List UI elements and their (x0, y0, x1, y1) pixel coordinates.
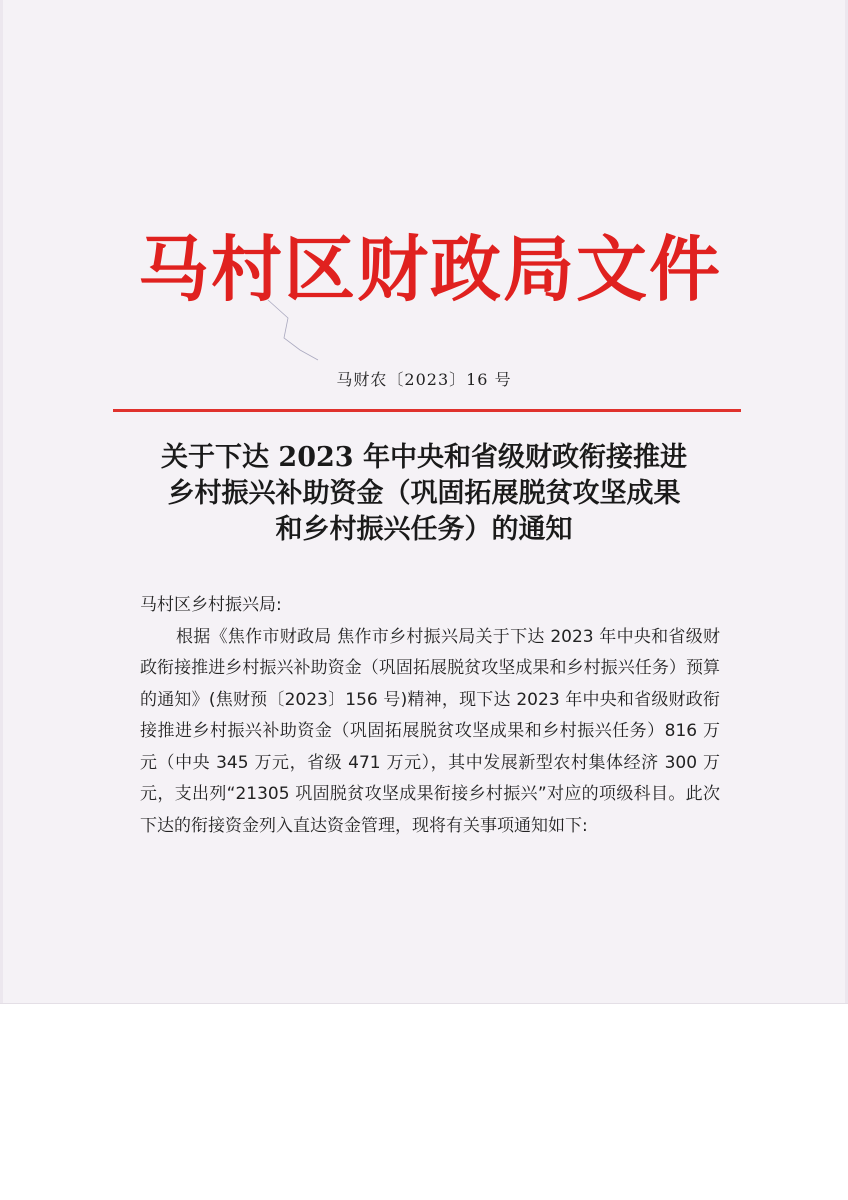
salutation: 马村区乡村振兴局: (140, 595, 282, 615)
notice-title-line-1: 关于下达 2023 年中央和省级财政衔接推进 (161, 442, 687, 473)
notice-body (140, 590, 720, 842)
notice-title (104, 440, 744, 548)
red-separator-rule (113, 409, 741, 412)
notice-title-line-2: 乡村振兴补助资金（巩固拓展脱贫攻坚成果 (167, 478, 681, 509)
notice-title-line-3: 和乡村振兴任务）的通知 (275, 514, 573, 545)
red-header-title: 马村区财政局文件 (137, 228, 722, 311)
document-number: 马财农〔2023〕16 号 (336, 370, 512, 389)
scan-edge-left (0, 0, 3, 1003)
body-paragraph: 根据《焦作市财政局 焦作市乡村振兴局关于下达 2023 年中央和省级财政衔接推进乡村振兴补助资金（巩固拓展脱贫攻坚成果和乡村振兴任务）预算的通知》(焦财预〔2023〕156 号)精神，现下达 2023 年中央和省级财政衔接推进乡村振兴补助资金（巩固拓展脱贫攻坚成果和乡村振兴任务）816 万元（中央 345 万元，省级 471 万元），其中发展新型农村集体经济 300 万元，支出列“21305 巩固脱贫攻坚成果衔接乡村振兴”对应的项级科目。此次下达的衔接资金列入直达资金管理，现将有关事项通知如下: (140, 626, 720, 836)
